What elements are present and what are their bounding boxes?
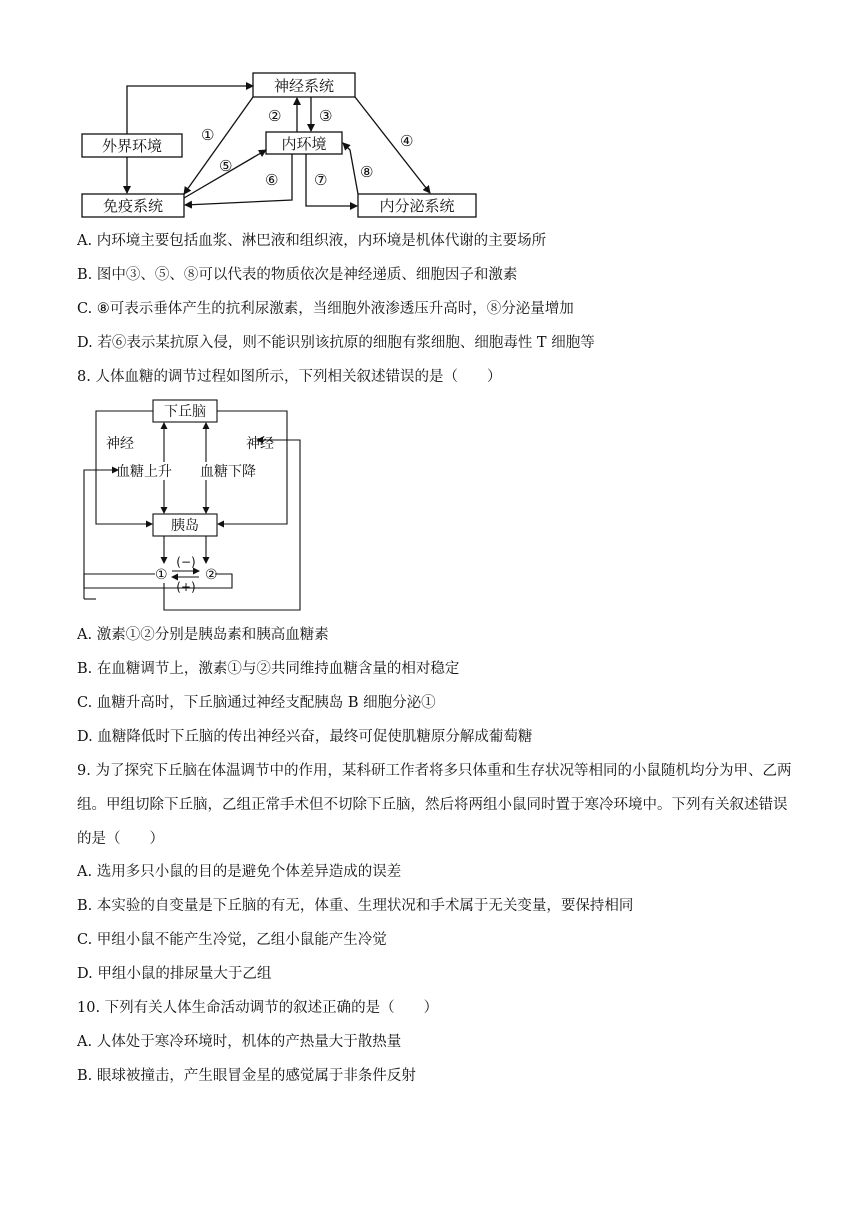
q10-option-a: A. 人体处于寒冷环境时，机体的产热量大于散热量 bbox=[77, 1034, 402, 1050]
promote-label: (+) bbox=[176, 580, 196, 594]
nervous-system-label: 神经系统 bbox=[273, 77, 335, 95]
path-label-1: ① bbox=[201, 126, 215, 144]
path-label-6: ⑥ bbox=[265, 171, 279, 189]
q9-stem: 9. 为了探究下丘脑在体温调节中的作用，某科研工作者将多只体重和生存状况等相同的小鼠随机均分为甲、乙两组。甲组切除下丘脑，乙组正常手术但不切除下丘脑，然后将两组小鼠同时置于寒冷环境中。下列有关叙述错误的是（ ） bbox=[77, 763, 792, 847]
external-environment-label: 外界环境 bbox=[101, 137, 163, 155]
q8-stem: 8. 人体血糖的调节过程如图所示，下列相关叙述错误的是（ ） bbox=[77, 369, 502, 385]
q7-option-d: D. 若⑥表示某抗原入侵，则不能识别该抗原的细胞有浆细胞、细胞毒性 T 细胞等 bbox=[77, 335, 595, 351]
q9-option-a: A. 选用多只小鼠的目的是避免个体差异造成的误差 bbox=[77, 864, 402, 880]
path-label-4: ④ bbox=[400, 132, 414, 150]
q9-option-d: D. 甲组小鼠的排尿量大于乙组 bbox=[77, 966, 272, 982]
q9-option-b: B. 本实验的自变量是下丘脑的有无，体重、生理状况和手术属于无关变量，要保持相同 bbox=[77, 898, 634, 914]
q7-option-b: B. 图中③、⑤、⑧可以代表的物质依次是神经递质、细胞因子和激素 bbox=[77, 267, 518, 283]
immune-system-label: 免疫系统 bbox=[102, 197, 164, 215]
hormone-1-label: ① bbox=[155, 567, 168, 583]
hypothalamus-label: 下丘脑 bbox=[164, 404, 206, 420]
inhibit-label: (−) bbox=[176, 555, 196, 569]
internal-environment-label: 内环境 bbox=[281, 135, 327, 153]
q8-option-c: C. 血糖升高时，下丘脑通过神经支配胰岛 B 细胞分泌① bbox=[77, 695, 436, 711]
q10-option-b: B. 眼球被撞击，产生眼冒金星的感觉属于非条件反射 bbox=[77, 1068, 416, 1084]
endocrine-system-label: 内分泌系统 bbox=[379, 197, 455, 215]
q7-option-a: A. 内环境主要包括血浆、淋巴液和组织液，内环境是机体代谢的主要场所 bbox=[77, 233, 547, 249]
glucose-up-label: 血糖上升 bbox=[116, 464, 172, 480]
q9-option-c: C. 甲组小鼠不能产生冷觉，乙组小鼠能产生冷觉 bbox=[77, 932, 387, 948]
hormone-2-label: ② bbox=[205, 567, 218, 583]
q8-option-a: A. 激素①②分别是胰岛素和胰高血糖素 bbox=[77, 627, 329, 643]
path-label-2: ② bbox=[268, 107, 282, 125]
q8-option-b: B. 在血糖调节上，激素①与②共同维持血糖含量的相对稳定 bbox=[77, 661, 460, 677]
nerve-label-right: 神经 bbox=[246, 436, 274, 452]
q7-option-c: C. ⑧可表示垂体产生的抗利尿激素，当细胞外液渗透压升高时，⑧分泌量增加 bbox=[77, 301, 574, 317]
blood-glucose-regulation-diagram bbox=[0, 390, 860, 615]
glucose-down-label: 血糖下降 bbox=[200, 464, 256, 480]
regulation-network-diagram bbox=[0, 0, 860, 225]
path-label-5: ⑤ bbox=[219, 157, 233, 175]
q8-option-d: D. 血糖降低时下丘脑的传出神经兴奋，最终可促使肌糖原分解成葡萄糖 bbox=[77, 729, 533, 745]
nerve-label-left: 神经 bbox=[106, 436, 134, 452]
pancreas-label: 胰岛 bbox=[171, 518, 199, 534]
path-label-7: ⑦ bbox=[314, 171, 328, 189]
q10-stem: 10. 下列有关人体生命活动调节的叙述正确的是（ ） bbox=[77, 1000, 439, 1016]
path-label-8: ⑧ bbox=[360, 163, 374, 181]
path-label-3: ③ bbox=[319, 107, 333, 125]
